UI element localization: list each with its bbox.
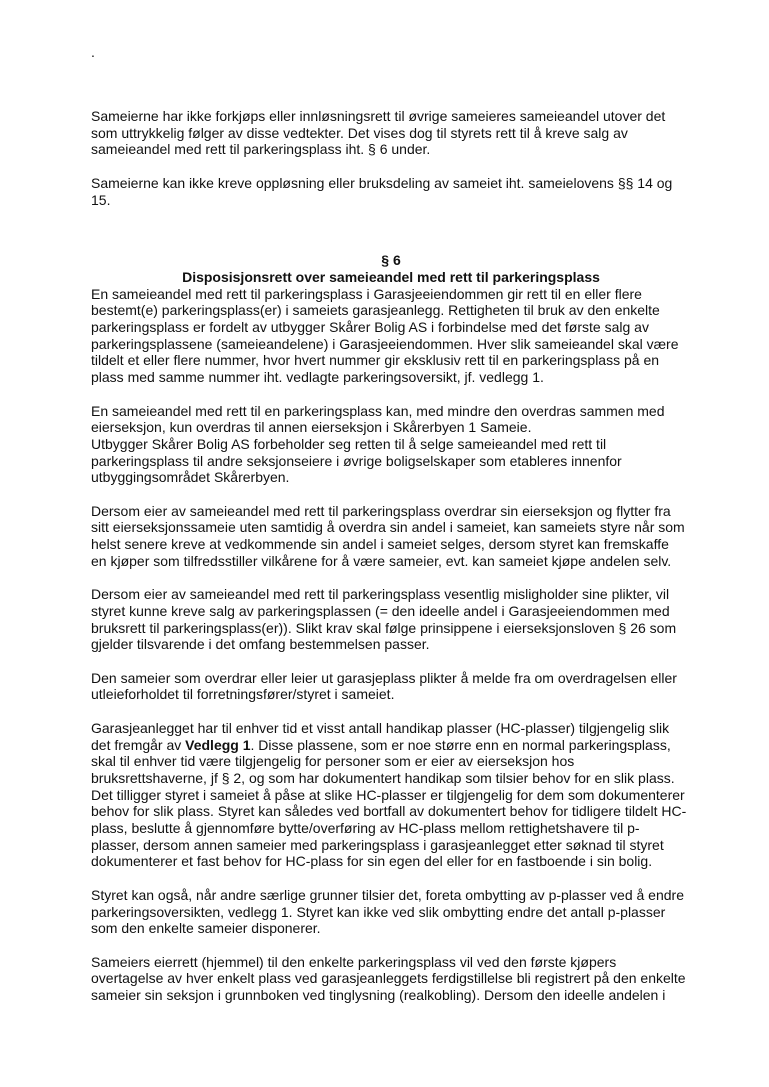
text-line: En sameieandel med rett til parkeringsplass i Garasjeeiendommen gir rett til en eller flere: [91, 285, 642, 302]
attachment-reference: Vedlegg 1: [185, 736, 251, 753]
paragraph-5: [91, 670, 691, 703]
text-line: behov for slik plass. Styret kan således ved bortfall av dokumentert behov for tidligere tildelt HC-: [91, 803, 687, 820]
text-line: [91, 737, 691, 754]
text-line: styret kunne kreve salg av parkeringsplassen (= den ideelle andel i Garasjeeiendommen med: [91, 602, 670, 619]
text-line: en kjøper som tilfredsstiller vilkårene for å være sameier, evt. kan sameiet kjøpe andelen selv.: [91, 552, 672, 569]
text-line: Utbygger Skårer Bolig AS forbeholder seg retten til å selge sameieandel med rett til: [91, 435, 607, 452]
text-line: En sameieandel med rett til en parkeringsplass kan, med mindre den overdras sammen med: [91, 402, 665, 419]
intro-paragraph-2: [91, 175, 691, 208]
text-line: bruksrettshaverne, jf § 2, og som har dokumentert handikap som tilsier behov for en slik plass.: [91, 769, 675, 786]
text-line: eierseksjon, kun overdras til annen eierseksjon i Skårerbyen 1 Sameie.: [91, 419, 532, 436]
text-line: parkeringsplass til andre seksjonseiere i øvrige boligselskaper som etableres innenfor: [91, 452, 622, 469]
text-line: plass, beslutte å gjennomføre bytte/overføring av HC-plass mellom rettighetshavere til p-: [91, 820, 640, 837]
text-line: Den sameier som overdrar eller leier ut garasjeplass plikter å melde fra om overdragelsen eller: [91, 669, 677, 686]
text-line: plasser, dersom annen sameier med parkeringsplass i garasjeanlegget etter søknad til styret: [91, 836, 664, 853]
text-line: utleieforholdet til forretningsfører/styret i sameiet.: [91, 686, 395, 703]
section-title: Disposisjonsrett over sameieandel med rett til parkeringsplass: [182, 268, 600, 285]
text-line: dokumenterer et fast behov for HC-plass for sin egen del eller for en fastboende i sin bolig.: [91, 853, 653, 870]
text-line: plass med samme nummer iht. vedlagte parkeringsoversikt, jf. vedlegg 1.: [91, 369, 544, 386]
text-line: sitt eierseksjonssameie uten samtidig å overdra sin andel i sameiet, kan sameiets styre når som: [91, 519, 685, 536]
text-run: . Disse plassene, som er noe større enn en normal parkeringsplass,: [250, 736, 671, 753]
paragraph-8: [91, 954, 691, 1004]
text-line: sameieandel med rett til parkeringsplass iht. § 6 under.: [91, 141, 431, 158]
text-line: Sameierne har ikke forkjøps eller innløsningsrett til øvrige sameieres sameieandel utover det: [91, 108, 666, 124]
paragraph-3: [91, 503, 691, 570]
text-line: gjelder tilsvarende i det omfang bestemmelsen passer.: [91, 636, 430, 653]
paragraph-7: [91, 887, 691, 937]
paragraph-6: [91, 720, 691, 870]
text-line: helst senere kreve at vedkommende sin andel i sameiet selges, dersom styret kan fremskaffe: [91, 536, 669, 553]
paragraph-4: [91, 586, 691, 653]
text-run: det fremgår av: [91, 736, 186, 753]
text-line: som uttrykkelig følger av disse vedtekter. Det vises dog til styrets rett til å kreve salg av: [91, 124, 628, 141]
document-body: [91, 108, 691, 1004]
text-line: parkeringsoversikten, vedlegg 1. Styret kan ikke ved slik ombytting endre det antall p-plasser: [91, 903, 666, 920]
text-line: utbyggingsområdet Skårerbyen.: [91, 469, 290, 486]
text-line: Det tilligger styret i sameiet å påse at slike HC-plasser er tilgjengelig for dem som dokumenterer: [91, 786, 685, 803]
text-line: Garasjeanlegget har til enhver tid et visst antall handikap plasser (HC-plasser) tilgjengelig slik: [91, 719, 670, 736]
text-line: Sameierne kan ikke kreve oppløsning eller bruksdeling av sameiet iht. sameielovens §§ 14 og: [91, 174, 673, 191]
text-line: overtagelse av hver enkelt plass ved garasjeanleggets ferdigstillelse bli registrert på den enkelte: [91, 970, 686, 987]
intro-paragraph-1: [91, 108, 691, 158]
text-line: 15.: [91, 191, 111, 208]
text-line: parkeringsplass er fordelt av utbygger Skårer Bolig AS i forbindelse med det første salg av: [91, 319, 649, 336]
text-line: skal til enhver tid være tilgjengelig for personer som er eier av eierseksjon hos: [91, 753, 575, 770]
text-line: bestemt(e) parkeringsplass(er) i sameiets garasjeanlegg. Rettigheten til bruk av den enkelte: [91, 302, 660, 319]
paragraph-2: [91, 403, 691, 487]
section-number: § 6: [381, 252, 401, 269]
text-line: Sameiers eierrett (hjemmel) til den enkelte parkeringsplass vil ved den første kjøpers: [91, 953, 617, 970]
paragraph-1: [91, 286, 691, 386]
text-line: parkeringsplassene (sameieandelene) i Garasjeeiendommen. Hver slik sameieandel skal være: [91, 335, 679, 352]
text-line: sameier sin seksjon i grunnboken ved tinglysning (realkobling). Dersom den ideelle andelen i: [91, 987, 666, 1004]
text-line: Dersom eier av sameieandel med rett til parkeringsplass overdrar sin eierseksjon og flytter fra: [91, 502, 671, 519]
text-line: tildelt et eller flere nummer, hvor hvert nummer gir eksklusiv rett til en parkeringsplass på en: [91, 352, 660, 369]
text-line: Styret kan også, når andre særlige grunner tilsier det, foreta ombytting av p-plasser ved å endre: [91, 886, 684, 903]
text-line: bruksrett til parkeringsplass(er)). Slikt krav skal følge prinsippene i eierseksjonsloven § 26 som: [91, 619, 677, 636]
text-line: Dersom eier av sameieandel med rett til parkeringsplass vesentlig misligholder sine plikter, vil: [91, 586, 670, 603]
text-line: som den enkelte sameier disponerer.: [91, 920, 321, 937]
page-marker: .: [91, 44, 95, 60]
